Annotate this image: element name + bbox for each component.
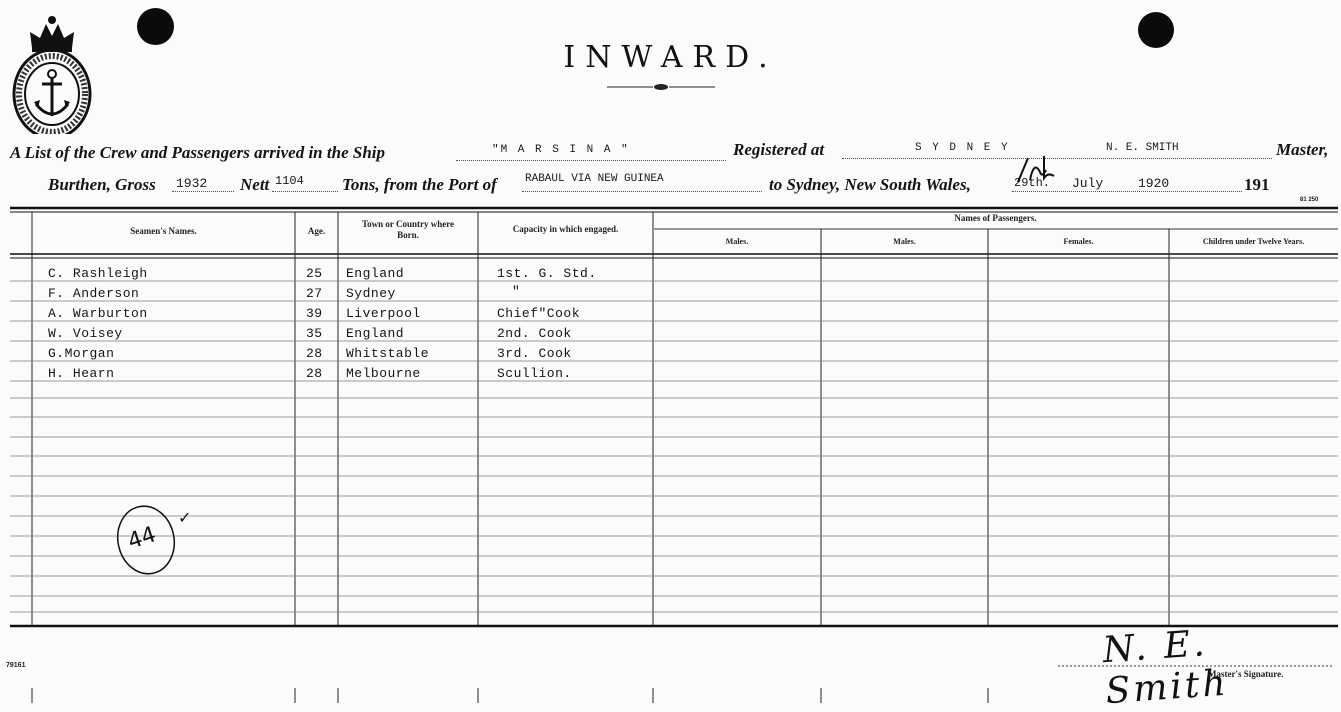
header-seamens-names: Seamen's Names.	[130, 226, 197, 236]
list-heading-text: A List of the Crew and Passengers arrived in the Ship	[10, 143, 385, 162]
header-names-of-passengers: Names of Passengers.	[954, 213, 1037, 223]
seaman-birthplace: England	[346, 326, 405, 341]
master-signature-handwritten: N. E. Smith	[1101, 623, 1230, 712]
seaman-capacity: 2nd. Cook	[497, 326, 572, 341]
header-children: Children under Twelve Years.	[1202, 237, 1305, 246]
seaman-birthplace: Liverpool	[346, 306, 421, 321]
seaman-name: G.Morgan	[48, 346, 115, 361]
seaman-age: 27	[306, 286, 323, 301]
seaman-capacity: "	[512, 284, 521, 299]
burthen-label: Burthen, Gross	[48, 175, 156, 194]
seaman-name: W. Voisey	[48, 326, 123, 341]
seaman-capacity: Chief"Cook	[497, 306, 581, 321]
seaman-age: 25	[306, 266, 323, 281]
typed-year-value: 1920	[1138, 176, 1170, 191]
day-value: 29th.	[1014, 176, 1051, 190]
header-males-2: Males.	[893, 237, 916, 246]
month-value: July	[1072, 176, 1104, 191]
check-mark-icon: ✓	[178, 508, 192, 527]
seaman-age: 35	[306, 326, 323, 341]
seaman-name: F. Anderson	[48, 286, 140, 301]
nett-label: Nett	[240, 175, 270, 194]
seaman-capacity: 3rd. Cook	[497, 346, 572, 361]
header-capacity: Capacity in which engaged.	[512, 224, 619, 234]
seaman-capacity: Scullion.	[497, 366, 572, 381]
seaman-age: 39	[306, 306, 323, 321]
seaman-name: A. Warburton	[48, 306, 148, 321]
nett-value: 1104	[275, 174, 304, 188]
page-title: INWARD.	[563, 40, 778, 75]
printed-year: 191	[1244, 175, 1270, 194]
ship-name-value: "M A R S I N A "	[492, 144, 630, 156]
master-label: Master,	[1276, 140, 1329, 159]
header-town-born: Town or Country where Born.	[361, 219, 455, 240]
master-name-value: N. E. SMITH	[1106, 142, 1179, 154]
seaman-age: 28	[306, 346, 323, 361]
seaman-birthplace: Sydney	[346, 286, 396, 301]
registered-label: Registered at	[733, 140, 825, 159]
seaman-name: H. Hearn	[48, 366, 115, 381]
seaman-age: 28	[306, 366, 323, 381]
seaman-name: C. Rashleigh	[48, 266, 148, 281]
to-sydney-label: to Sydney, New South Wales,	[769, 175, 971, 194]
header-females: Females.	[1063, 237, 1094, 246]
from-port-value: RABAUL VIA NEW GUINEA	[525, 173, 664, 185]
master-signature-label: Master's Signature.	[1208, 669, 1284, 679]
header-males-1: Males.	[725, 237, 749, 246]
seaman-birthplace: Whitstable	[346, 346, 430, 361]
gross-value: 1932	[176, 176, 208, 191]
header-age: Age.	[307, 226, 326, 236]
form-number-right: 81 250	[1300, 197, 1319, 203]
seaman-capacity: 1st. G. Std.	[497, 266, 597, 281]
tons-from-port-label: Tons, from the Port of	[342, 175, 497, 194]
form-number-left: 79161	[6, 662, 26, 669]
seaman-birthplace: Melbourne	[346, 366, 421, 381]
circled-number: 44	[124, 522, 160, 555]
registered-port-value: S Y D N E Y	[915, 142, 1010, 154]
seaman-birthplace: England	[346, 266, 405, 281]
